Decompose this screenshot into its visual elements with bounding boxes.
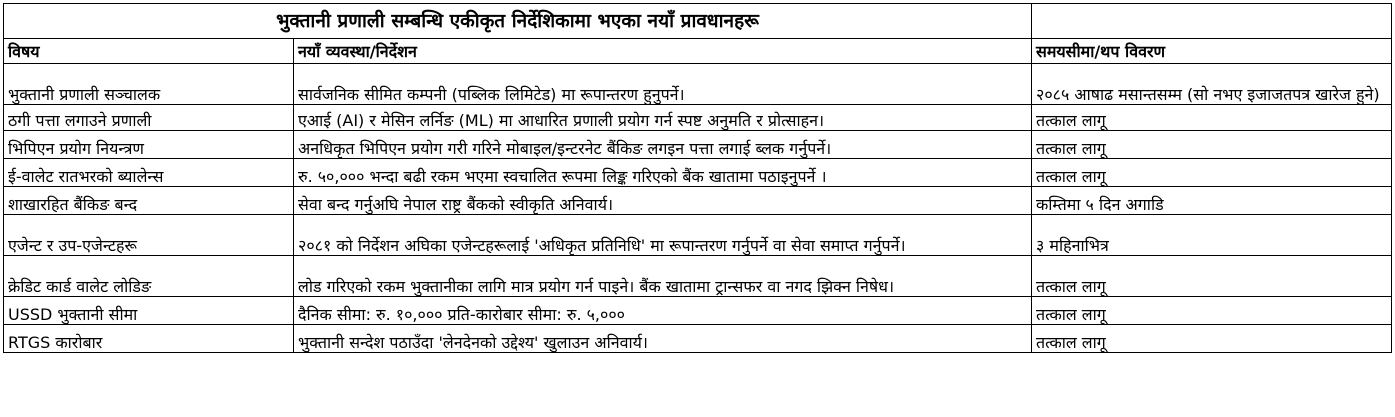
- cell-provision[interactable]: सार्वजनिक सीमित कम्पनी (पब्लिक लिमिटेड) मा रूपान्तरण हुनुपर्ने।: [294, 64, 1032, 105]
- cell-subject[interactable]: शाखारहित बैंकिङ बन्द: [4, 187, 294, 215]
- header-row: [4, 39, 1392, 64]
- table-row: [4, 64, 1392, 105]
- table-row: [4, 187, 1392, 215]
- empty-cell[interactable]: [1032, 4, 1392, 39]
- cell-subject[interactable]: ई-वालेट रातभरको ब्यालेन्स: [4, 159, 294, 187]
- table-row: [4, 159, 1392, 187]
- cell-provision[interactable]: अनधिकृत भिपिएन प्रयोग गरी गरिने मोबाइल/इन्टरनेट बैंकिङ लगइन पत्ता लगाई ब्लक गर्नुपर्ने।: [294, 131, 1032, 159]
- table-row: [4, 105, 1392, 131]
- title-row: [4, 4, 1392, 39]
- cell-subject[interactable]: क्रेडिट कार्ड वालेट लोडिङ: [4, 256, 294, 297]
- cell-deadline[interactable]: तत्काल लागू: [1032, 297, 1392, 325]
- cell-subject[interactable]: एजेन्ट र उप-एजेन्टहरू: [4, 215, 294, 256]
- column-header-subject[interactable]: विषय: [4, 39, 294, 64]
- cell-deadline[interactable]: तत्काल लागू: [1032, 159, 1392, 187]
- cell-provision[interactable]: लोड गरिएको रकम भुक्तानीका लागि मात्र प्रयोग गर्न पाइने। बैंक खातामा ट्रान्सफर वा नगद झिक्न निषेध।: [294, 256, 1032, 297]
- table-title[interactable]: भुक्तानी प्रणाली सम्बन्धि एकीकृत निर्देशिकामा भएका नयाँ प्रावधानहरू: [4, 4, 1032, 39]
- cell-provision[interactable]: सेवा बन्द गर्नुअघि नेपाल राष्ट्र बैंकको स्वीकृति अनिवार्य।: [294, 187, 1032, 215]
- cell-deadline[interactable]: तत्काल लागू: [1032, 325, 1392, 353]
- provisions-table: [3, 3, 1392, 353]
- cell-deadline[interactable]: तत्काल लागू: [1032, 256, 1392, 297]
- cell-provision[interactable]: भुक्तानी सन्देश पठाउँदा 'लेनदेनको उद्देश्य' खुलाउन अनिवार्य।: [294, 325, 1032, 353]
- column-header-provision[interactable]: नयाँ व्यवस्था/निर्देशन: [294, 39, 1032, 64]
- cell-provision[interactable]: रु. ५०,००० भन्दा बढी रकम भएमा स्वचालित रूपमा लिङ्क गरिएको बैंक खातामा पठाइनुपर्ने ।: [294, 159, 1032, 187]
- cell-subject[interactable]: भुक्तानी प्रणाली सञ्चालक: [4, 64, 294, 105]
- cell-subject[interactable]: ठगी पत्ता लगाउने प्रणाली: [4, 105, 294, 131]
- table-row: [4, 297, 1392, 325]
- cell-deadline[interactable]: तत्काल लागू: [1032, 131, 1392, 159]
- cell-deadline[interactable]: २०८५ आषाढ मसान्तसम्म (सो नभए इजाजतपत्र खारेज हुने): [1032, 64, 1392, 105]
- table-row: [4, 325, 1392, 353]
- table-row: [4, 215, 1392, 256]
- cell-deadline[interactable]: तत्काल लागू: [1032, 105, 1392, 131]
- spreadsheet: [3, 3, 1392, 353]
- cell-provision[interactable]: दैनिक सीमा: रु. १०,००० प्रति-कारोबार सीमा: रु. ५,०००: [294, 297, 1032, 325]
- cell-subject[interactable]: USSD भुक्तानी सीमा: [4, 297, 294, 325]
- cell-deadline[interactable]: ३ महिनाभित्र: [1032, 215, 1392, 256]
- cell-deadline[interactable]: कम्तिमा ५ दिन अगाडि: [1032, 187, 1392, 215]
- cell-subject[interactable]: भिपिएन प्रयोग नियन्त्रण: [4, 131, 294, 159]
- table-row: [4, 131, 1392, 159]
- cell-provision[interactable]: एआई (AI) र मेसिन लर्निङ (ML) मा आधारित प्रणाली प्रयोग गर्न स्पष्ट अनुमति र प्रोत्साहन।: [294, 105, 1032, 131]
- column-header-deadline[interactable]: समयसीमा/थप विवरण: [1032, 39, 1392, 64]
- cell-provision[interactable]: २०८१ को निर्देशन अघिका एजेन्टहरूलाई 'अधिकृत प्रतिनिधि' मा रूपान्तरण गर्नुपर्ने वा सेवा समाप्त गर्नुपर्ने।: [294, 215, 1032, 256]
- table-row: [4, 256, 1392, 297]
- cell-subject[interactable]: RTGS कारोबार: [4, 325, 294, 353]
